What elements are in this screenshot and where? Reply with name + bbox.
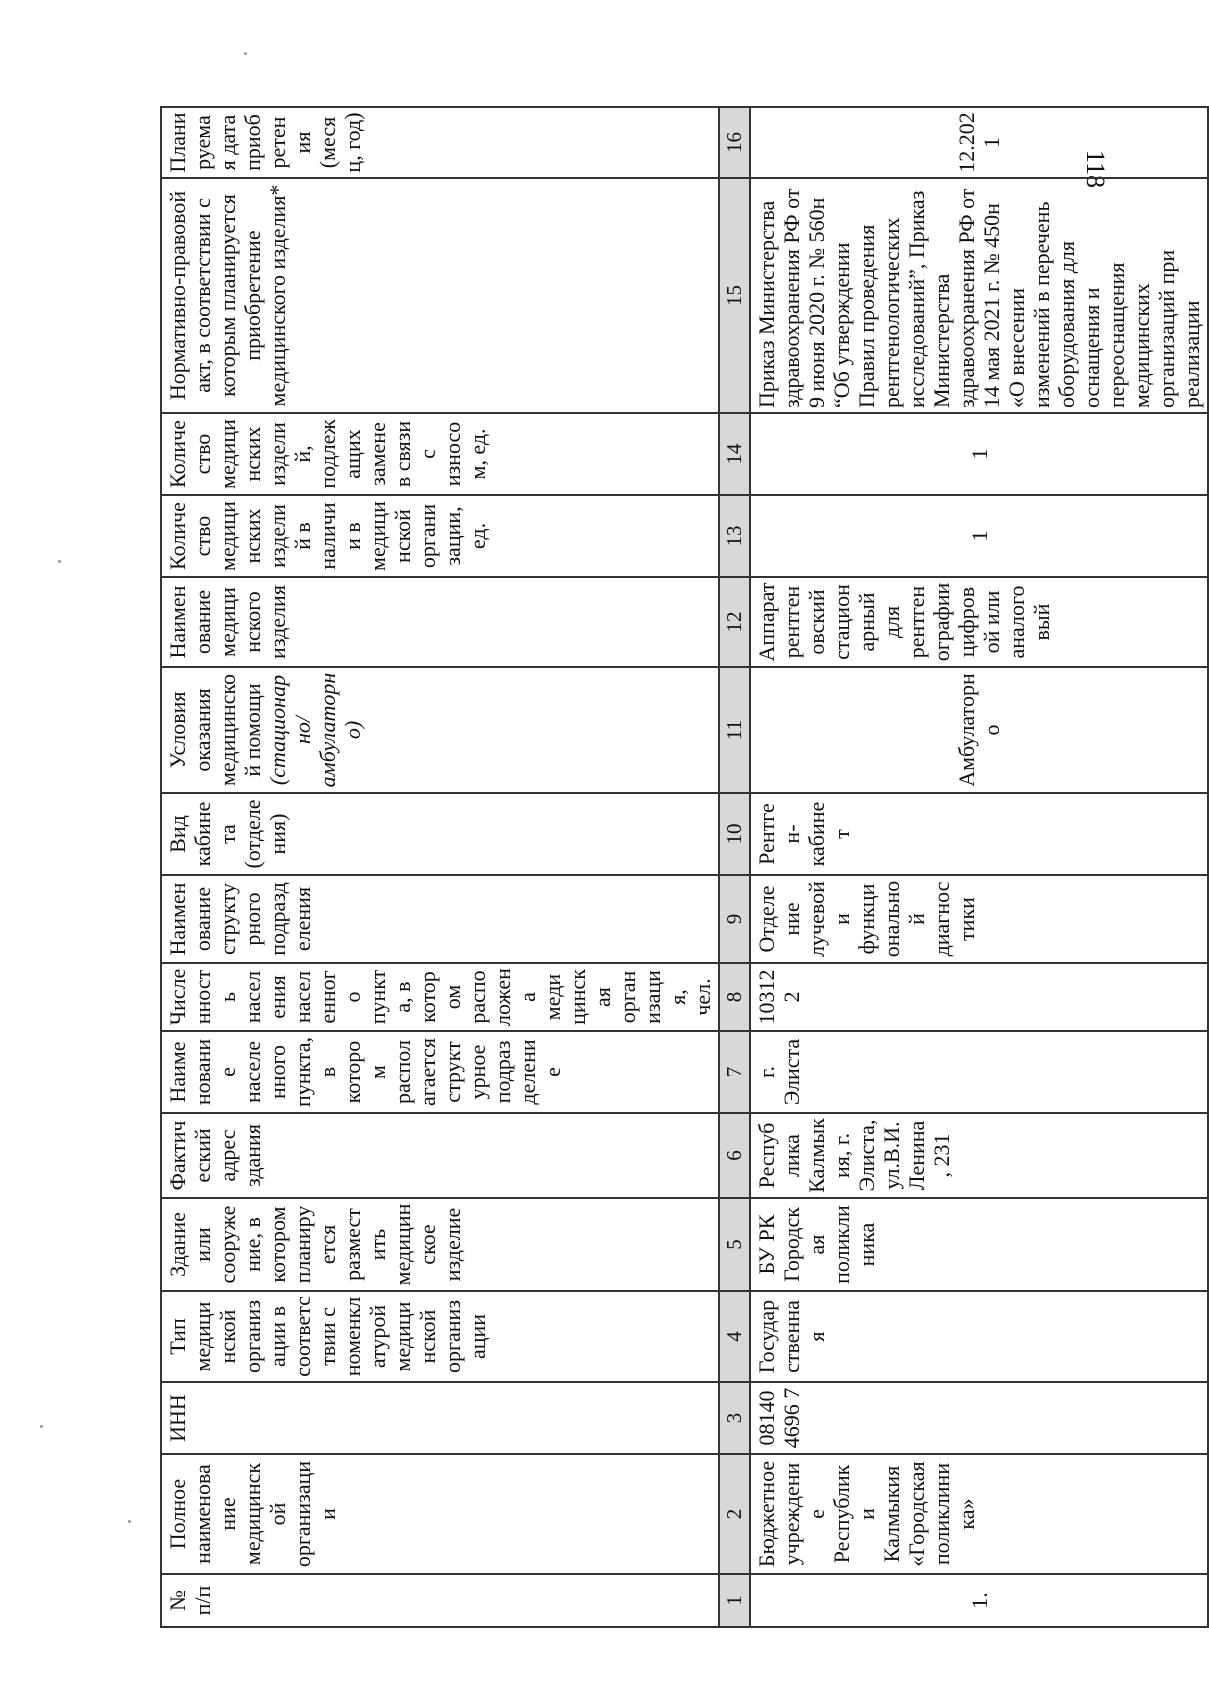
cell-devices-available: 1 xyxy=(750,495,1208,577)
header-cell-1: № п/п xyxy=(161,1574,719,1627)
column-number: 7 xyxy=(719,1031,750,1113)
column-number: 13 xyxy=(719,495,750,577)
header-cell-11 xyxy=(161,667,719,793)
header-cell-16: Планируемая дата приобретения (месяц, год) xyxy=(161,107,719,178)
column-number: 14 xyxy=(719,413,750,495)
header-row xyxy=(161,107,719,1627)
column-number: 8 xyxy=(719,963,750,1031)
header-cell-14: Количество медицинских изделий, подлежащих замене в связи с износом, ед. xyxy=(161,413,719,495)
scan-speck xyxy=(244,52,247,55)
column-number: 10 xyxy=(719,793,750,875)
cell-org-type: Государственная xyxy=(750,1291,1208,1382)
header-cell-8: Численность населения населенного пункта, в котором расположена медицинская организация, чел. xyxy=(161,963,719,1031)
cell-address: Республика Калмыкия, г. Элиста, ул.В.И. Ленина, 231 xyxy=(750,1113,1208,1198)
cell-settlement: г. Элиста xyxy=(750,1031,1208,1113)
scan-speck xyxy=(128,1520,131,1523)
header-cell-11-text: Условия оказания медицинской помощи xyxy=(165,673,265,787)
header-cell-15: Нормативно-правовой акт, в соответствии с которым планируется приобретение медицинского изделия* xyxy=(161,178,719,413)
page-number: 118 xyxy=(1081,150,1110,189)
header-cell-11-italic: (стационарно/амбулаторно) xyxy=(265,672,365,788)
header-cell-3: ИНН xyxy=(161,1382,719,1454)
column-number: 9 xyxy=(719,875,750,963)
header-cell-2: Полное наименование медицинской организации xyxy=(161,1454,719,1574)
column-number: 3 xyxy=(719,1382,750,1454)
header-cell-4: Тип медицинской организации в соответствии с номенклатурой медицинской организации xyxy=(161,1291,719,1382)
header-cell-9: Наименование структурного подразделения xyxy=(161,875,719,963)
scan-speck xyxy=(58,560,61,563)
header-cell-7: Наименование населенного пункта, в котором располагается структурное подразделение xyxy=(161,1031,719,1113)
cell-legal-act: Приказ Министерства здравоохранения РФ от 9 июня 2020 г. № 560н “Об утверждении Правил проведения рентгенологических исследований”, Приказ Министерства здравоохранения РФ от 14 мая 2021 г. № 450н «О внесении изменений в перечень оборудования для оснащения и переоснащения медицинских организаций при реализации xyxy=(750,178,1208,413)
cell-cabinet-type: Рентген-кабинет xyxy=(750,793,1208,875)
cell-device-name: Аппарат рентгеновский стационарный для рентгенографии цифровой или аналоговый xyxy=(750,577,1208,667)
cell-population: 103122 xyxy=(750,963,1208,1031)
column-number: 15 xyxy=(719,178,750,413)
cell-planned-date: 12.2021 xyxy=(750,107,1208,178)
cell-row-number: 1. xyxy=(750,1574,1208,1627)
header-cell-13: Количество медицинских изделий в наличии в медицинской организации, ед. xyxy=(161,495,719,577)
column-number: 6 xyxy=(719,1113,750,1198)
column-number: 5 xyxy=(719,1198,750,1291)
column-number: 16 xyxy=(719,107,750,178)
header-cell-12: Наименование медицинского изделия xyxy=(161,577,719,667)
column-number: 11 xyxy=(719,667,750,793)
cell-full-name: Бюджетное учреждение Республики Калмыкия «Городская поликлиника» xyxy=(750,1454,1208,1574)
table-row xyxy=(750,107,1208,1627)
scan-speck xyxy=(40,1425,43,1428)
cell-subdivision: Отделение лучевой и функциональной диагностики xyxy=(750,875,1208,963)
column-number: 12 xyxy=(719,577,750,667)
cell-building: БУ РК Городская поликлиника xyxy=(750,1198,1208,1291)
header-cell-10: Вид кабинета (отделения) xyxy=(161,793,719,875)
header-cell-5: Здание или сооружение, в котором планируется разместить медицинское изделие xyxy=(161,1198,719,1291)
equipment-plan-table xyxy=(160,106,1209,1628)
cell-inn: 081404696 7 xyxy=(750,1382,1208,1454)
column-number: 2 xyxy=(719,1454,750,1574)
cell-care-conditions: Амбулаторно xyxy=(750,667,1208,793)
column-number-row xyxy=(719,107,750,1627)
column-number: 4 xyxy=(719,1291,750,1382)
header-cell-6: Фактический адрес здания xyxy=(161,1113,719,1198)
cell-devices-to-replace: 1 xyxy=(750,413,1208,495)
column-number: 1 xyxy=(719,1574,750,1627)
